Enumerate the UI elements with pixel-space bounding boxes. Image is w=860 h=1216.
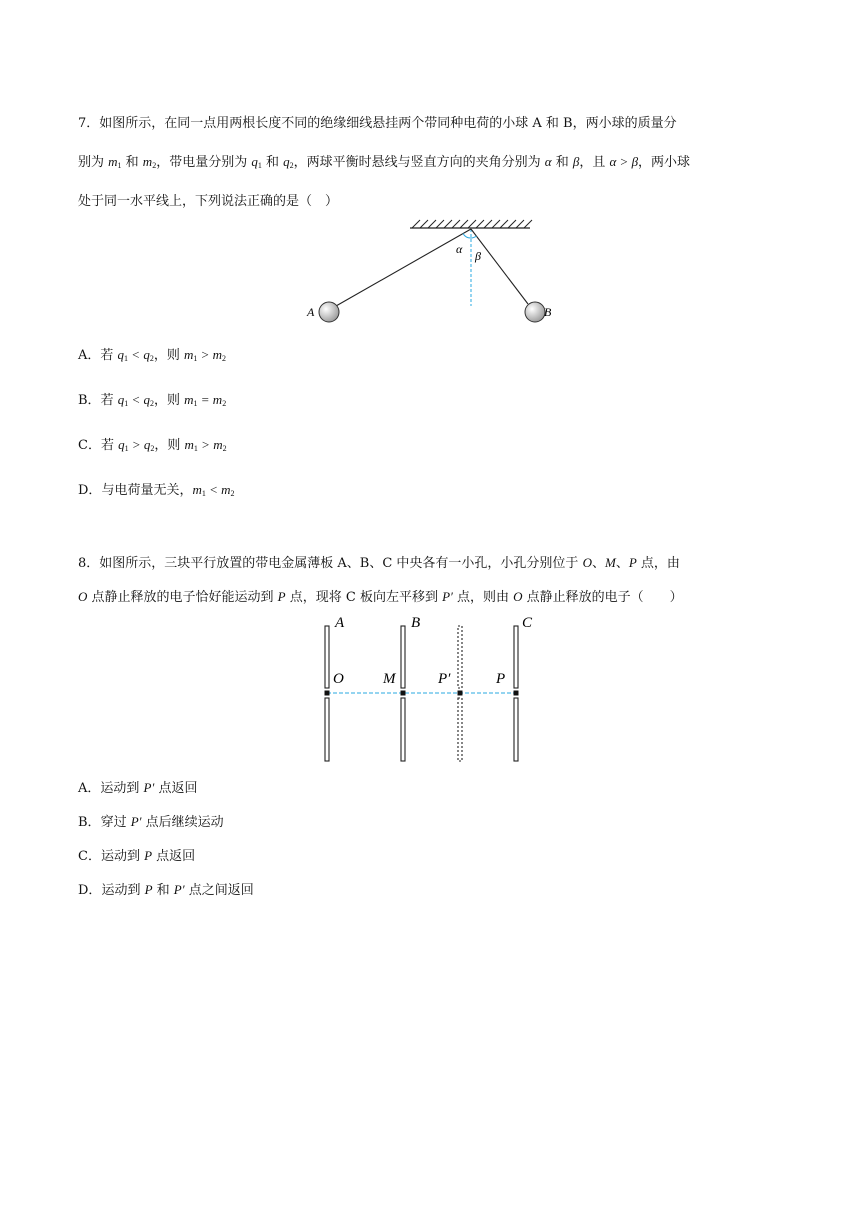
q7-option-d[interactable]: D．与电荷量无关，$m_1 < m_2$ xyxy=(78,482,235,498)
label-p-prime: P′ xyxy=(438,671,451,687)
q7-beta: β xyxy=(572,154,580,169)
q7-stem-line-1: 7．如图所示，在同一点用两根长度不同的绝缘细线悬挂两个带同种电荷的小球 A 和 B，两小球的质量分 xyxy=(78,116,677,131)
plate-c-moved-upper xyxy=(458,626,462,688)
plate-c-upper xyxy=(514,626,518,688)
thread-a xyxy=(336,229,471,306)
q7-text: 和 xyxy=(121,155,143,170)
plate-a-upper xyxy=(325,626,329,688)
q8-option-c[interactable]: C．运动到 P 点返回 xyxy=(78,848,196,864)
q7-text: ，且 xyxy=(579,155,610,170)
q7-q1: $q_1$ xyxy=(251,154,262,170)
label-ball-a: A xyxy=(307,305,315,319)
ceiling-hatch xyxy=(412,220,532,228)
angle-arc-beta xyxy=(471,236,477,238)
hole-p xyxy=(514,691,519,696)
q7-text: 别为 xyxy=(78,155,109,170)
plate-c-lower xyxy=(514,698,518,761)
q7-figure-pendulums xyxy=(300,218,560,330)
label-plate-c: C xyxy=(522,615,533,631)
q8-figure-plates xyxy=(316,612,546,768)
q7-text: ，两小球 xyxy=(638,155,691,170)
label-plate-a: A xyxy=(335,615,345,631)
plate-b-upper xyxy=(401,626,405,688)
q7-text: ，两球平衡时悬线与竖直方向的夹角分别为 xyxy=(293,155,545,170)
ball-b xyxy=(525,302,545,322)
label-ball-b: B xyxy=(544,305,552,319)
plate-c-moved-lower xyxy=(458,698,462,761)
angle-arc-alpha xyxy=(463,234,471,239)
q7-condition: α > β xyxy=(609,154,639,169)
q8-option-b[interactable]: B．穿过 P′ 点后继续运动 xyxy=(78,814,224,830)
ball-a xyxy=(319,302,339,322)
q7-text: 和 xyxy=(551,155,573,170)
label-alpha: α xyxy=(456,242,463,256)
label-m: M xyxy=(383,671,396,687)
hole-m xyxy=(401,691,406,696)
plate-b-lower xyxy=(401,698,405,761)
label-beta: β xyxy=(475,249,481,263)
hole-o xyxy=(325,691,330,696)
q7-option-b[interactable]: B．若 $q_1 < q_2$，则 $m_1 = m_2$ xyxy=(78,392,227,408)
hole-p-prime xyxy=(458,691,463,696)
plate-a-lower xyxy=(325,698,329,761)
q8-stem-line-1: 8．如图所示，三块平行放置的带电金属薄板 A、B、C 中央各有一小孔，小孔分别位于 O、M、P 点，由 xyxy=(78,555,680,571)
thread-b xyxy=(471,229,528,304)
label-plate-b: B xyxy=(411,615,421,631)
label-o: O xyxy=(333,671,344,687)
q7-text: 和 xyxy=(261,155,284,170)
q7-m1: $m_1$ xyxy=(108,154,122,170)
q8-stem-line-2: O 点静止释放的电子恰好能运动到 P 点，现将 C 板向左平移到 P′ 点，则由 O 点静止释放的电子（ ） xyxy=(78,589,683,605)
q7-m2: $m_2$ xyxy=(142,154,157,170)
q7-stem-line-3: 处于同一水平线上，下列说法正确的是（ ） xyxy=(78,194,339,209)
q7-text: ，带电量分别为 xyxy=(156,155,252,170)
q7-option-a[interactable]: A．若 $q_1 < q_2$，则 $m_1 > m_2$ xyxy=(78,347,227,363)
q7-alpha: α xyxy=(544,154,552,169)
q7-option-c[interactable]: C．若 $q_1 > q_2$，则 $m_1 > m_2$ xyxy=(78,437,227,453)
label-p: P xyxy=(496,671,506,687)
q7-stem-line-2 xyxy=(78,151,690,170)
q8-option-d[interactable]: D．运动到 P 和 P′ 点之间返回 xyxy=(78,882,254,898)
q8-option-a[interactable]: A．运动到 P′ 点返回 xyxy=(78,780,198,796)
q7-q2: $q_2$ xyxy=(283,154,294,170)
